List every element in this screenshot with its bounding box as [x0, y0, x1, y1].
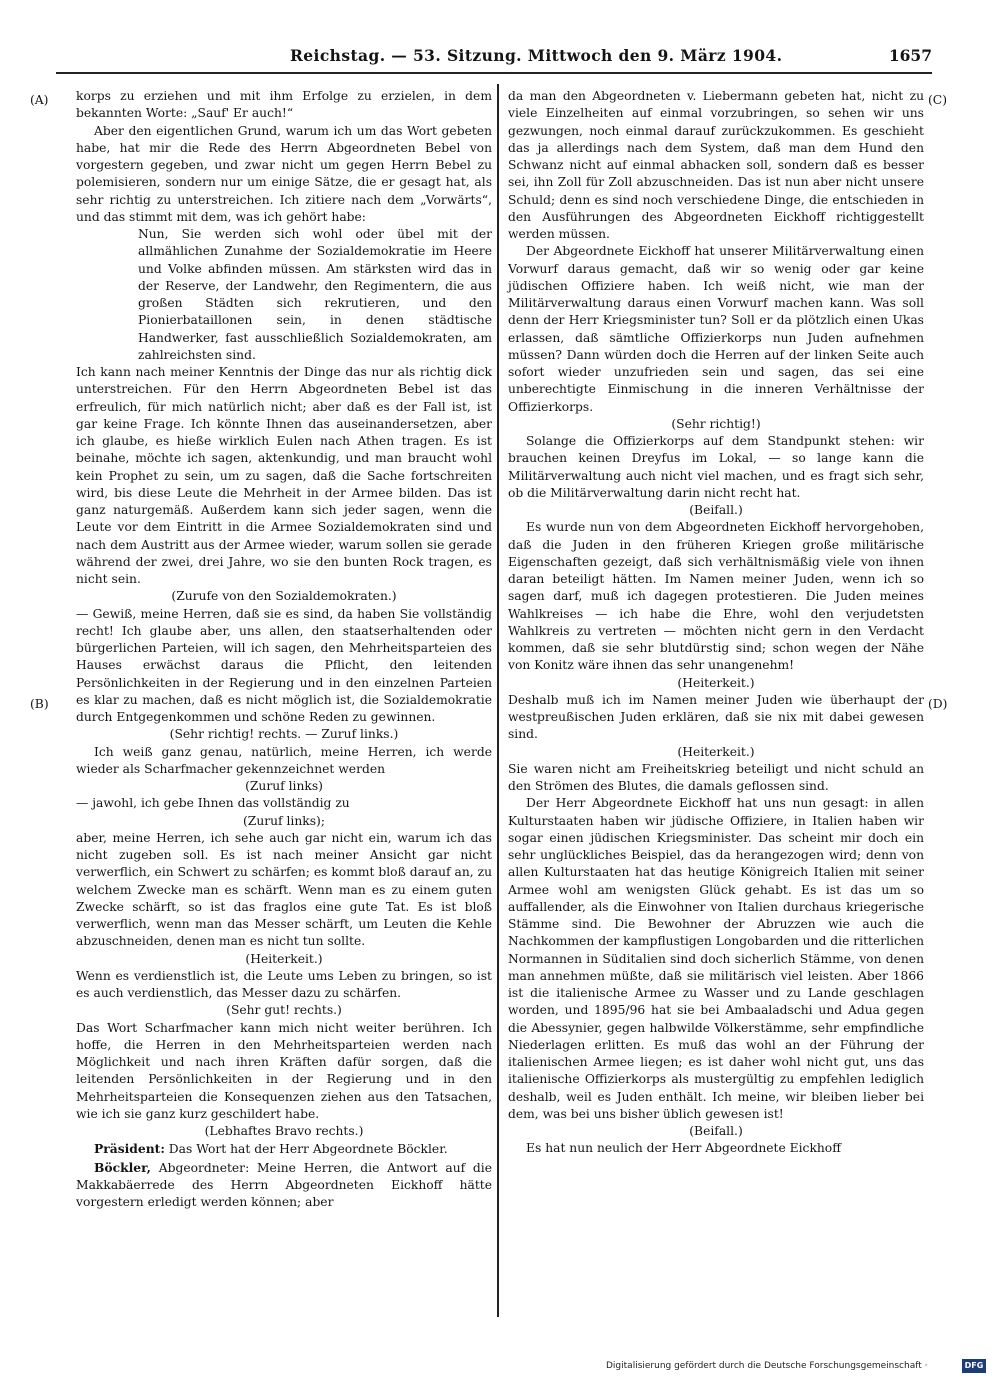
paragraph: Sie waren nicht am Freiheitskrieg beteiligt und nicht schuld an den Strömen des Blutes, die damals geflossen sind.: [508, 761, 924, 793]
speaker-paragraph: [76, 1159, 492, 1212]
paragraph: aber, meine Herren, ich sehe auch gar nicht ein, warum ich das nicht zugeben soll. Es ist nach meiner Ansicht gar nicht verwerflich, ein Schwert zu schärfen; es kommt bloß darauf an, zu welchem Zwecke man es schärft. Wenn man es zu einem guten Zwecke schärft, so ist das fraglos eine gute Tat. Es ist bloß verwerflich, wenn man das Messer schärft, um Leuten die Kehle abzuschneiden, denen man es nicht tun sollte.: [76, 830, 492, 949]
right-column: [508, 88, 924, 1158]
paragraph: Es wurde nun von dem Abgeordneten Eickhoff hervorgehoben, daß die Juden in den früheren Kriegen große militärische Eigenschaften gezeigt, daß sich verhältnismäßig viele von ihnen daran beteiligt hätten. Im Namen meiner Juden, wenn ich so sagen darf, muß ich dagegen protestieren. Die Juden meines Wahlkreises — ich habe die Ehre, wohl den verjudetsten Wahlkreis zu vertreten — möchten nicht gern in den Verdacht kommen, daß sie sehr blutdürstig sind; schon wegen der Nähe von Konitz wäre ihnen das sehr unangenehm!: [508, 520, 924, 673]
stage-direction: (Sehr richtig! rechts. — Zuruf links.): [169, 727, 399, 742]
paragraph: Aber den eigentlichen Grund, warum ich um das Wort gebeten habe, hat mir die Rede des Herrn Abgeordneten Bebel von vorgestern gegeben, und zwar nicht um gegen Herrn Bebel zu polemisieren, sondern nur um einige Sätze, die er gesagt hat, als sehr richtig zu unterstreichen. Ich zitiere nach dem „Vorwärts“, und das stimmt mit dem, was ich gehört habe:: [76, 123, 492, 224]
stage-direction: (Zuruf links): [245, 779, 323, 793]
paragraph: — jawohl, ich gebe Ihnen das vollständig zu: [76, 796, 350, 811]
stage-direction: (Beifall.): [689, 1124, 743, 1138]
paragraph: Das Wort Scharfmacher kann mich nicht weiter berühren. Ich hoffe, die Herren in den Mehrheitsparteien werden nach Möglichkeit und nach ihren Kräften dafür sorgen, daß die leitenden Persönlichkeiten in der Regierung und in den Mehrheitsparteien die Konsequenzen ziehen aus den Tatsachen, wie ich sie ganz kurz geschildert habe.: [76, 1020, 492, 1121]
paragraph: korps zu erziehen und mit ihm Erfolge zu erzielen, in dem bekannten Worte: „Sauf' Er auch!“: [76, 89, 492, 121]
running-header: [56, 46, 932, 74]
stage-direction: (Sehr richtig!): [671, 416, 761, 431]
margin-marker-d: (D): [928, 697, 948, 711]
stage-direction: (Sehr gut! rechts.): [226, 1003, 342, 1018]
speech-text: Das Wort hat der Herr Abgeordnete Böckler.: [164, 1142, 448, 1157]
margin-marker-a: (A): [30, 93, 49, 107]
speaker-name: Präsident:: [94, 1141, 165, 1157]
paragraph: Solange die Offizierkorps auf dem Standpunkt stehen: wir brauchen keinen Dreyfus im Lokal, — so lange kann die Militärverwaltung auch nicht viel machen, und es fragt sich sehr, ob die Militärverwaltung darin nicht recht hat.: [508, 434, 924, 500]
paragraph: Ich weiß ganz genau, natürlich, meine Herren, ich werde wieder als Scharfmacher gekennzeichnet werden: [76, 744, 492, 776]
speech-text: Abgeordneter: Meine Herren, die Antwort auf die Makkabäerrede des Herrn Abgeordneten Eickhoff hätte vorgestern erledigt werden können; aber: [76, 1160, 492, 1209]
stage-direction: (Zuruf links);: [242, 813, 325, 828]
dfg-logo: DFG: [962, 1359, 986, 1373]
column-divider: [497, 84, 499, 1317]
paragraph: da man den Abgeordneten v. Liebermann gebeten hat, nicht zu viele Einzelheiten auf einmal vorzubringen, so sehen wir uns gezwungen, noch einmal darauf zurückzukommen. Es geschieht das ja allerdings nach dem System, daß man dem Hund den Schwanz nicht auf einmal abhacken soll, sondern daß es besser sei, ihn Zoll für Zoll abzuschneiden. Das ist nun aber nicht unsere Schuld; denn es sind noch verschiedene Dinge, die entschieden in den Ausführungen des Abgeordneten Eickhoff richtiggestellt werden müssen.: [508, 89, 924, 241]
page-number: 1657: [888, 46, 932, 65]
speaker-paragraph: [76, 1140, 492, 1158]
block-quote: Nun, Sie werden sich wohl oder übel mit der allmählichen Zunahme der Sozialdemokratie im Heere und Volke abfinden müssen. Am stärksten wird das in der Reserve, der Landwehr, den Regimentern, die aus großen Städten sich rekrutieren, und den Pionierbataillonen sein, in denen städtische Handwerker, fast ausschließlich Sozialdemokraten, am zahlreichsten sind.: [138, 227, 492, 362]
left-column: [76, 88, 492, 1211]
paragraph: Wenn es verdienstlich ist, die Leute ums Leben zu bringen, so ist es auch verdienstlich, das Messer dazu zu schärfen.: [76, 968, 492, 1000]
stage-direction: (Lebhaftes Bravo rechts.): [204, 1124, 364, 1138]
paragraph: Deshalb muß ich im Namen meiner Juden wie überhaupt der westpreußischen Juden erklären, daß sie nix mit dabei gewesen sind.: [508, 692, 924, 742]
paragraph: Der Abgeordnete Eickhoff hat unserer Militärverwaltung einen Vorwurf daraus gemacht, daß wir so wenig oder gar keine jüdischen Offiziere haben. Ich weiß nicht, wie man der Militärverwaltung daraus einen Vorwurf machen kann. Was soll denn der Herr Kriegsminister tun? Soll er da plötzlich einen Ukas erlassen, daß sämtliche Offizierkorps nun Juden aufnehmen müssen? Dann würden doch die Herren auf der linken Seite auch sofort wieder unzufrieden sein und sagen, das sei eine unberechtigte Einmischung in die inneren Verhältnisse der Offizierkorps.: [508, 244, 924, 414]
running-title: Reichstag. — 53. Sitzung. Mittwoch den 9. März 1904.: [290, 46, 783, 65]
stage-direction: (Heiterkeit.): [677, 744, 755, 759]
stage-direction: (Beifall.): [689, 503, 743, 517]
paragraph: — Gewiß, meine Herren, daß sie es sind, da haben Sie vollständig recht! Ich glaube aber, uns allen, den staatserhaltenden oder bürgerlichen Parteien, will ich sagen, den Mehrheitsparteien des Hauses erwächst daraus die Pflicht, den leitenden Persönlichkeiten in der Regierung und in den einzelnen Parteien es klar zu machen, daß es nicht möglich ist, die Sozialdemokratie durch Entgegenkommen und schöne Reden zu gewinnen.: [76, 606, 492, 724]
stage-direction: (Heiterkeit.): [677, 675, 755, 690]
digitization-credit: Digitalisierung gefördert durch die Deutsche Forschungsgemeinschaft ·: [606, 1361, 928, 1371]
margin-marker-c: (C): [928, 93, 948, 107]
paragraph: Es hat nun neulich der Herr Abgeordnete Eickhoff: [526, 1141, 841, 1156]
paragraph: Der Herr Abgeordnete Eickhoff hat uns nun gesagt: in allen Kulturstaaten haben wir jüdische Offiziere, in Italien haben wir sogar einen jüdischen Kriegsminister. Das scheint mir doch ein sehr unglückliches Beispiel, das da herangezogen wird; denn von allen Kulturstaaten hat das heutige Königreich Italien mit seiner Armee wohl am wenigsten Glück gehabt. Es ist das um so auffallender, als die Einwohner von Italien durchaus kriegerische Stämme sind. Die Bewohner der Abruzzen wie auch die Nachkommen der kampflustigen Longobarden und die ritterlichen Normannen in Süditalien sind doch sicherlich Stämme, von denen man annehmen müßte, daß sie militärisch viel leisten. Aber 1866 ist die italienische Armee zu Wasser und zu Lande geschlagen worden, und 1895/96 hat sie bei Ambaaladschi und Adua gegen die Abessynier, gegen halbwilde Völkerstämme, sehr empfindliche Niederlagen erlitten. Es muß das wohl an der Führung der italienischen Armee liegen; es ist daher wohl nicht gut, uns das italienische Offizierkorps als mustergültig zu empfehlen lediglich deshalb, weil es Juden enthält. Ich meine, wir bleiben lieber bei dem, was bei uns bisher üblich gewesen ist!: [508, 796, 924, 1121]
stage-direction: (Heiterkeit.): [245, 951, 323, 966]
paragraph: Ich kann nach meiner Kenntnis der Dinge das nur als richtig dick unterstreichen. Für den Herrn Abgeordneten Bebel ist das erfreulich, für mich natürlich nicht; aber daß es der Fall ist, ist gar keine Frage. Ich könnte Ihnen das auseinandersetzen, aber ich glaube, es hieße wirklich Eulen nach Athen tragen. Es ist beinahe, möchte ich sagen, aktenkundig, und man braucht wohl kein Prophet zu sein, um zu sagen, daß die Sache fortschreiten wird, bis diese Leute die Mehrheit in der Armee bilden. Das ist ganz naturgemäß. Außerdem kann sich jeder sagen, wenn die Leute vor dem Eintritt in die Armee Sozialdemokraten sind und nach dem Austritt aus der Armee wieder, warum sollen sie gerade während der zwei, drei Jahre, wo sie den bunten Rock tragen, es nicht sein.: [76, 365, 492, 586]
margin-marker-b: (B): [30, 697, 49, 711]
stage-direction: (Zurufe von den Sozialdemokraten.): [171, 589, 397, 604]
speaker-name: Böckler,: [94, 1159, 151, 1175]
